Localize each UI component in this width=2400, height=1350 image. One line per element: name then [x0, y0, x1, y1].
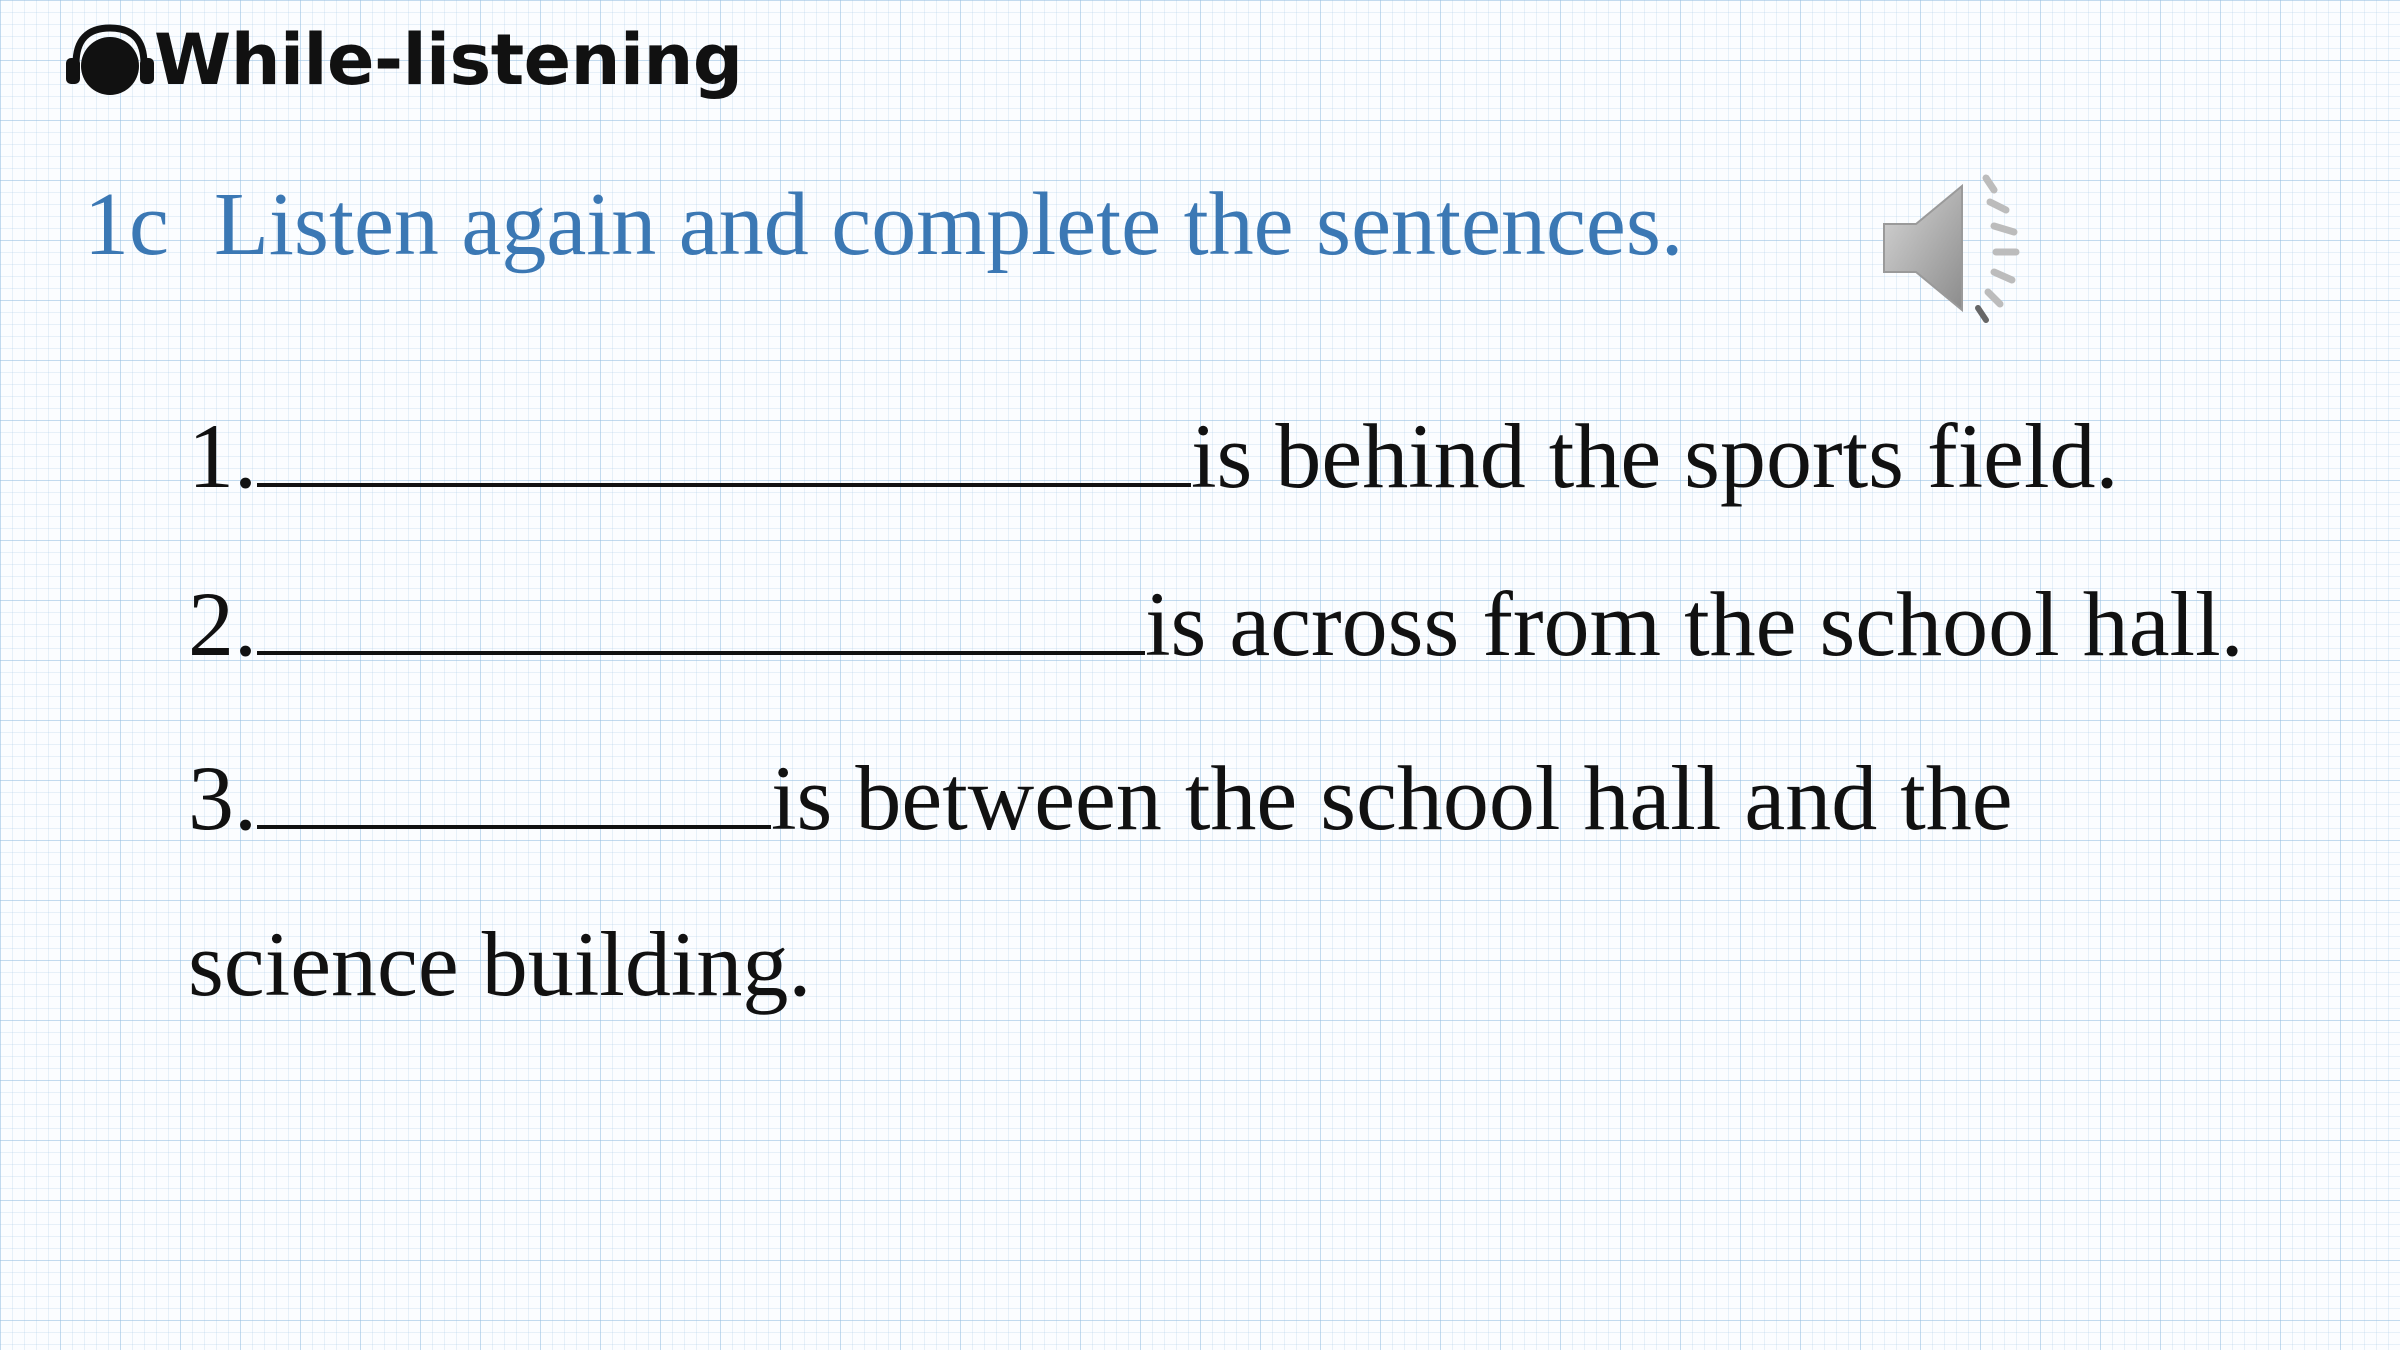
- sentence-2: [188, 573, 2244, 675]
- sentence-3-continuation: science building.: [188, 913, 812, 1015]
- sentence-3-number: 3.: [188, 747, 257, 849]
- sentence-1-number: 1.: [188, 405, 257, 507]
- speaker-audio-icon: [1876, 168, 2046, 328]
- headphones-icon: [62, 20, 158, 100]
- sentence-1: [188, 405, 2119, 507]
- task-instruction: [84, 175, 1684, 274]
- sentence-2-text: is across from the school hall.: [1145, 573, 2244, 675]
- sentence-3-text: is between the school hall and the: [771, 747, 2013, 849]
- sentence-3: [188, 747, 2013, 849]
- sentence-1-text: is behind the sports field.: [1191, 405, 2119, 507]
- section-header: [62, 10, 742, 110]
- task-number: 1c: [84, 175, 169, 274]
- play-audio-button[interactable]: [1876, 168, 2046, 328]
- answer-blank-3[interactable]: [257, 755, 771, 829]
- answer-blank-2[interactable]: [257, 581, 1145, 655]
- task-instruction-text: Listen again and complete the sentences.: [213, 175, 1684, 274]
- section-title: While-listening: [154, 19, 743, 101]
- answer-blank-1[interactable]: [257, 413, 1191, 487]
- sentence-2-number: 2.: [188, 573, 257, 675]
